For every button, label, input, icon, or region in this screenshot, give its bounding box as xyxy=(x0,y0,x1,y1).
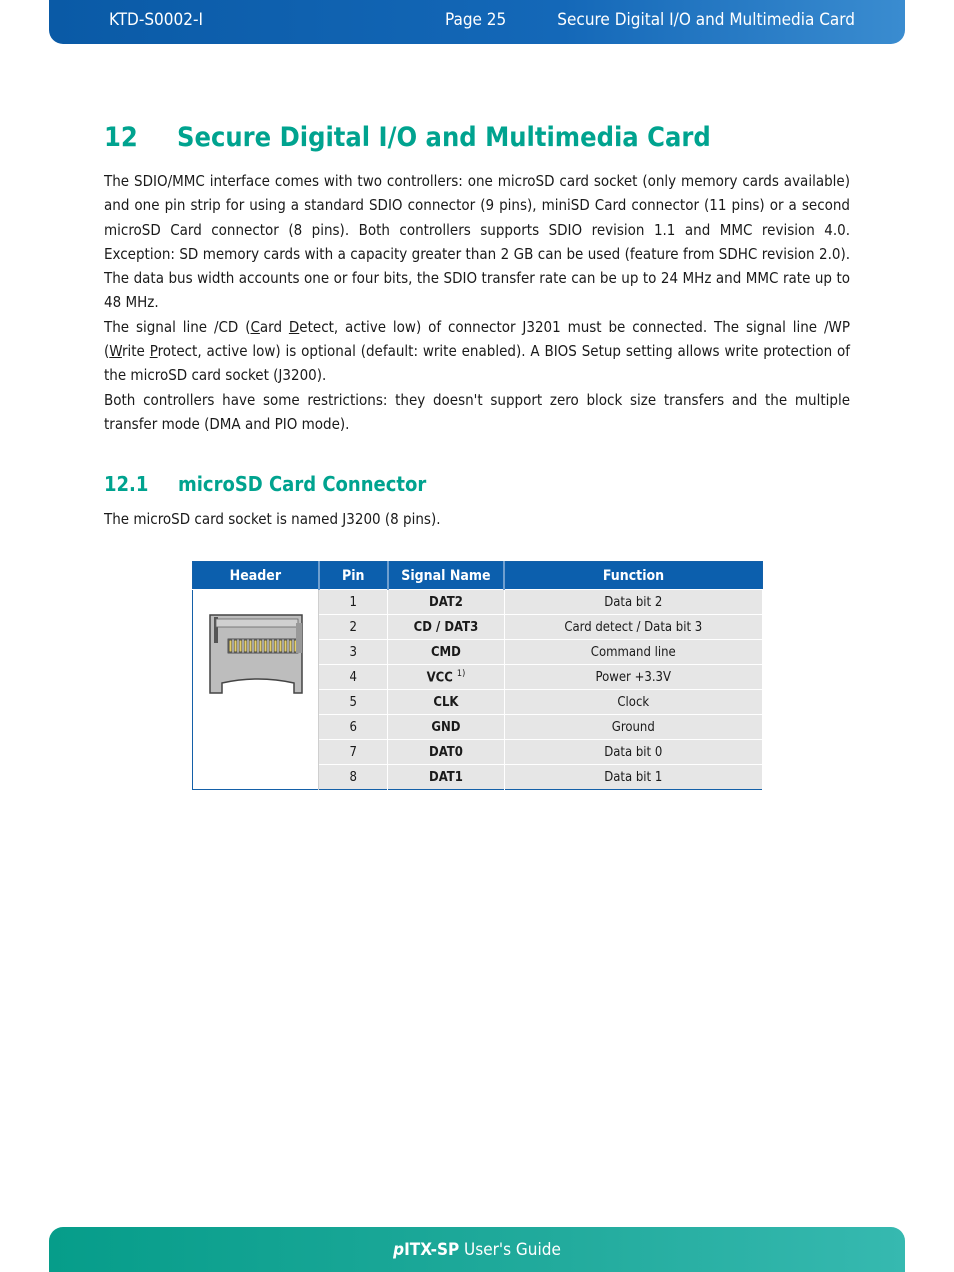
p2-underline-d: D xyxy=(288,317,300,336)
paragraph-1: The SDIO/MMC interface comes with two controllers: one microSD card socket (only memory cards available) and one pin strip for using a standard SDIO connector (9 pins), miniSD Card connector (11 pins) or a second microSD Card connector (8 pins). Both controllers supports SDIO revision 1.1 and MMC revision 4.0. Exception: SD memory cards with a capacity greater than 2 GB can be used (feature from SDHC revision 2.0). The data bus width accounts one or four bits, the SDIO transfer rate can be up to 24 MHz and MMC rate up to 48 MHz. xyxy=(104,172,850,312)
p2-text-a: The signal line /CD ( xyxy=(104,317,251,336)
col-function: Function xyxy=(504,562,762,590)
p2-text-card: ard xyxy=(259,317,289,336)
signal-function: Command line xyxy=(504,640,762,665)
signal-function: Card detect / Data bit 3 xyxy=(504,615,762,640)
signal-name: DAT1 xyxy=(388,765,504,790)
pin-number: 4 xyxy=(319,665,388,690)
page-header xyxy=(49,0,905,44)
signal-function: Data bit 0 xyxy=(504,740,762,765)
p2-text-c: rite xyxy=(121,342,150,361)
col-signal-name: Signal Name xyxy=(388,562,504,590)
section-title xyxy=(104,472,426,496)
pin-number: 8 xyxy=(319,765,388,790)
section-intro: The microSD card socket is named J3200 (8 pins). xyxy=(104,510,441,528)
signal-name: DAT2 xyxy=(388,590,504,615)
pin-number: 2 xyxy=(319,615,388,640)
chapter-number: 12 xyxy=(104,122,138,153)
pin-number: 3 xyxy=(319,640,388,665)
pin-number: 1 xyxy=(319,590,388,615)
pin-table xyxy=(192,561,763,790)
header-page-number: Page 25 xyxy=(445,10,507,30)
chapter-title-text: Secure Digital I/O and Multimedia Card xyxy=(177,122,711,153)
signal-function: Ground xyxy=(504,715,762,740)
signal-function: Data bit 1 xyxy=(504,765,762,790)
p2-text-d: rotect, active low) is optional (default: write enabled). A BIOS Setup setting allows write protection of the microSD card socket (J3200). xyxy=(104,342,850,385)
table-row xyxy=(193,590,763,615)
header-section-title: Secure Digital I/O and Multimedia Card xyxy=(557,10,855,30)
chapter-body xyxy=(104,169,850,436)
connector-image-cell xyxy=(193,590,319,790)
section-title-text: microSD Card Connector xyxy=(178,472,427,496)
signal-name: CD / DAT3 xyxy=(388,615,504,640)
signal-name: CLK xyxy=(388,690,504,715)
chapter-title xyxy=(104,122,711,153)
signal-function: Data bit 2 xyxy=(504,590,762,615)
col-header: Header xyxy=(193,562,319,590)
p2-underline-w: W xyxy=(109,342,122,361)
signal-name-with-note xyxy=(388,665,504,690)
paragraph-2 xyxy=(104,315,850,388)
pin-number: 6 xyxy=(319,715,388,740)
footer-product-name: ITX-SP xyxy=(404,1240,460,1260)
paragraph-3: Both controllers have some restrictions: they doesn't support zero block size transfers and the multiple transfer mode (DMA and PIO mode). xyxy=(104,390,850,433)
p2-text-b: etect, active low) of connector J3201 must be connected. The signal line /WP ( xyxy=(104,317,850,361)
footnote-marker: 1) xyxy=(456,668,466,679)
page-footer xyxy=(49,1227,905,1272)
footer-product-prefix: p xyxy=(393,1240,405,1260)
col-pin: Pin xyxy=(319,562,388,590)
signal-name: GND xyxy=(388,715,504,740)
p2-underline-c: C xyxy=(250,317,260,336)
footer-guide-label: User's Guide xyxy=(459,1240,561,1260)
pin-number: 5 xyxy=(319,690,388,715)
p2-underline-p: P xyxy=(149,342,158,361)
signal-name: CMD xyxy=(388,640,504,665)
pin-number: 7 xyxy=(319,740,388,765)
signal-function: Clock xyxy=(504,690,762,715)
header-doc-id: KTD-S0002-I xyxy=(109,10,203,30)
signal-function: Power +3.3V xyxy=(504,665,762,690)
table-header-row xyxy=(193,562,763,590)
signal-name: VCC xyxy=(426,670,453,686)
microsd-connector-icon xyxy=(208,613,304,697)
section-number: 12.1 xyxy=(104,472,149,496)
signal-name: DAT0 xyxy=(388,740,504,765)
footer-guide-title xyxy=(49,1240,905,1260)
